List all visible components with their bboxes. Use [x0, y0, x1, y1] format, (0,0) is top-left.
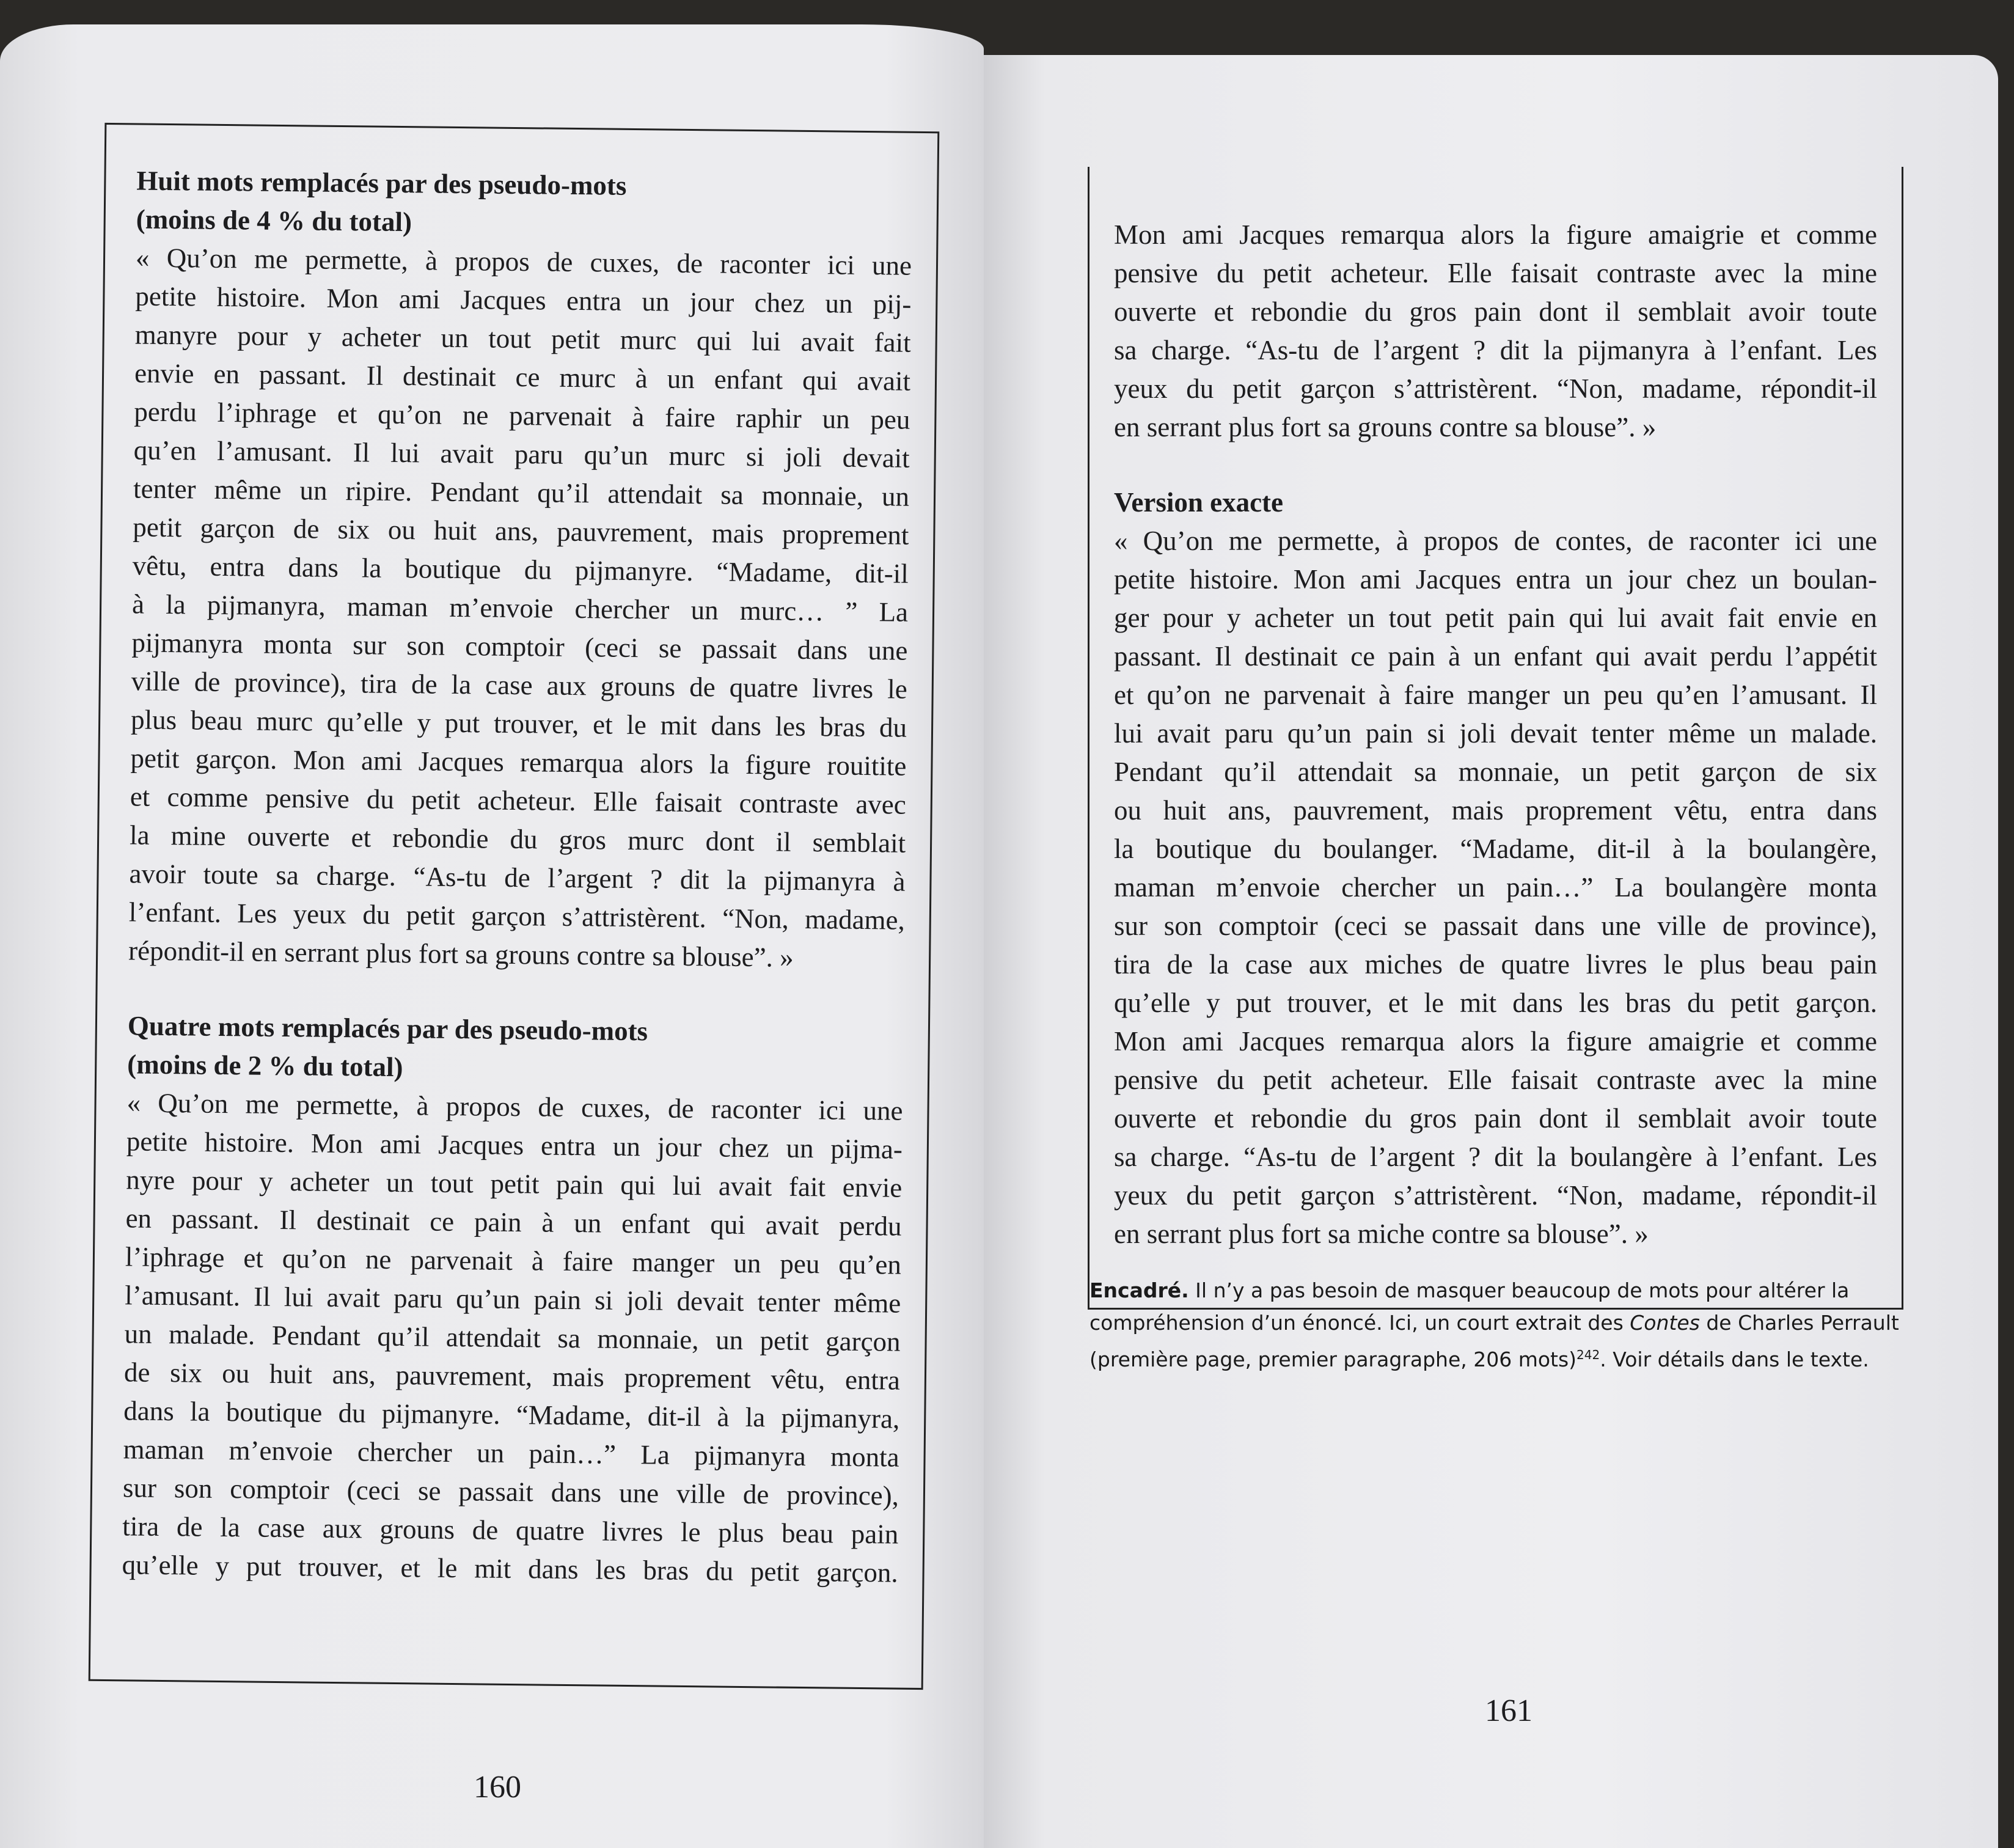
text-line: Mon ami Jacques remarqua alors la figure amaigrie et comme — [1114, 219, 1877, 250]
text-line: l’iphrage et qu’on ne parvenait à faire manger un peu qu’en — [125, 1241, 902, 1280]
text-line: sa charge. “As-tu de l’argent ? dit la boulangère à l’enfant. Les — [1114, 1142, 1877, 1172]
text-line: un malade. Pendant qu’il attendait sa monnaie, un petit garçon — [124, 1318, 901, 1357]
text-line: sur son comptoir (ceci se passait dans une ville de province), — [1114, 911, 1877, 941]
text-line: tenter même un ripire. Pendant qu’il attendait sa monnaie, un — [133, 473, 910, 512]
text-line: dans la boutique du pijmanyre. “Madame, dit-il à la pijmanyra, — [123, 1395, 900, 1434]
left-text-box — [89, 123, 940, 1690]
text-line: en serrant plus fort sa grouns contre sa blouse”. » — [1114, 412, 1657, 442]
text-line: vêtu, entra dans la boutique du pijmanyre. “Madame, dit-il — [132, 550, 909, 589]
text-line: et qu’on ne parvenait à faire manger un peu qu’en l’amusant. Il — [1114, 680, 1877, 710]
text-line: en serrant plus fort sa miche contre sa blouse”. » — [1114, 1219, 1649, 1249]
text-line: de six ou huit ans, pauvrement, mais proprement vêtu, entra — [123, 1357, 901, 1396]
text-line: « Qu’on me permette, à propos de cuxes, de raconter ici une — [135, 242, 912, 281]
caption-label: Encadré. — [1089, 1278, 1189, 1302]
caption-text: . Voir détails dans le texte. — [1600, 1348, 1869, 1371]
text-line: tira de la case aux grouns de quatre livres le plus beau pain — [122, 1511, 899, 1550]
section-heading: Version exacte — [1114, 487, 1284, 518]
figure-caption — [1089, 1274, 1902, 1376]
text-line: en passant. Il destinait ce pain à un enfant qui avait perdu — [125, 1203, 902, 1242]
text-line: yeux du petit garçon s’attristèrent. “Non, madame, répondit-il — [1114, 1180, 1877, 1211]
text-line: tira de la case aux miches de quatre livres le plus beau pain — [1114, 949, 1877, 980]
text-line: la boutique du boulanger. “Madame, dit-il à la boulangère, — [1114, 834, 1877, 864]
text-line: l’amusant. Il lui avait paru qu’un pain si joli devait tenter même — [125, 1280, 901, 1319]
text-line: petite histoire. Mon ami Jacques entra un jour chez un boulan- — [1114, 564, 1877, 595]
text-line: petit garçon. Mon ami Jacques remarqua alors la figure rouitite — [130, 743, 907, 782]
left-page — [0, 24, 984, 1848]
text-line: plus beau murc qu’elle y put trouver, et le mit dans les bras du — [130, 704, 907, 743]
text-line: passant. Il destinait ce pain à un enfant qui avait perdu l’appétit — [1114, 641, 1877, 672]
text-line: pijmanyra monta sur son comptoir (ceci se passait dans une — [131, 627, 908, 666]
section-heading: Huit mots remplacés par des pseudo-mots — [136, 165, 627, 201]
text-line: maman m’envoie chercher un pain…” La pijmanyra monta — [123, 1434, 899, 1473]
caption-text: Il n’y a pas besoin de masquer beaucoup de mots pour altérer la compréhension d’un énoncé. Ici, un court extrait des — [1089, 1278, 1850, 1335]
caption-text: de Charles Perrault (première page, premier paragraphe, 206 mots) — [1089, 1311, 1899, 1371]
text-line: la mine ouverte et rebondie du gros murc dont il semblait — [129, 820, 906, 859]
text-line: Mon ami Jacques remarqua alors la figure amaigrie et comme — [1114, 1026, 1877, 1057]
text-line: ville de province), tira de la case aux grouns de quatre livres le — [131, 666, 908, 705]
footnote-ref: 242 — [1576, 1348, 1600, 1362]
text-line: nyre pour y acheter un tout petit pain qui lui avait fait envie — [126, 1164, 903, 1203]
text-line: petite histoire. Mon ami Jacques entra un jour chez un pijma- — [126, 1126, 903, 1165]
caption-book-title: Contes — [1630, 1311, 1700, 1335]
text-line: lui avait paru qu’un pain si joli devait tenter même un malade. — [1114, 718, 1877, 749]
section-heading: (moins de 2 % du total) — [126, 1049, 403, 1083]
text-line: ouverte et rebondie du gros pain dont il semblait avoir toute — [1114, 296, 1877, 327]
text-line: petit garçon de six ou huit ans, pauvrement, mais proprement — [133, 512, 909, 551]
text-line: répondit-il en serrant plus fort sa grouns contre sa blouse”. » — [128, 935, 794, 973]
text-line: sa charge. “As-tu de l’argent ? dit la pijmanyra à l’enfant. Les — [1114, 335, 1877, 365]
text-line: maman m’envoie chercher un pain…” La boulangère monta — [1114, 872, 1877, 903]
text-line: « Qu’on me permette, à propos de cuxes, de raconter ici une — [126, 1087, 903, 1126]
text-line: qu’elle y put trouver, et le mit dans les bras du petit garçon. — [122, 1549, 898, 1588]
text-line: qu’elle y put trouver, et le mit dans les bras du petit garçon. — [1114, 988, 1877, 1018]
right-page — [984, 55, 1998, 1848]
text-line: ou huit ans, pauvrement, mais proprement vêtu, entra dans — [1114, 795, 1877, 826]
text-line: avoir toute sa charge. “As-tu de l’argent ? dit la pijmanyra à — [129, 858, 906, 897]
text-line: l’enfant. Les yeux du petit garçon s’attristèrent. “Non, madame, — [128, 897, 906, 936]
section-heading: (moins de 4 % du total) — [136, 204, 412, 238]
text-line: pensive du petit acheteur. Elle faisait contraste avec la mine — [1114, 1065, 1877, 1095]
text-line: et comme pensive du petit acheteur. Elle faisait contraste avec — [130, 781, 907, 820]
text-line: qu’en l’amusant. Il lui avait paru qu’un murc si joli devait — [133, 435, 910, 474]
text-line: sur son comptoir (ceci se passait dans une ville de province), — [122, 1472, 899, 1511]
right-text-box — [1088, 167, 1903, 1310]
text-line: à la pijmanyra, maman m’envoie chercher un murc… ” La — [131, 588, 909, 628]
text-line: petite histoire. Mon ami Jacques entra un jour chez un pij- — [135, 280, 912, 320]
text-line: perdu l’iphrage et qu’on ne parvenait à faire raphir un peu — [134, 396, 910, 435]
section-heading: Quatre mots remplacés par des pseudo-mots — [127, 1010, 648, 1047]
text-line: ger pour y acheter un tout petit pain qui lui avait fait envie en — [1114, 603, 1877, 633]
text-line: manyre pour y acheter un tout petit murc qui lui avait fait — [134, 319, 911, 358]
text-line: ouverte et rebondie du gros pain dont il semblait avoir toute — [1114, 1103, 1877, 1134]
text-line: yeux du petit garçon s’attristèrent. “Non, madame, répondit-il — [1114, 373, 1877, 404]
text-line: pensive du petit acheteur. Elle faisait contraste avec la mine — [1114, 258, 1877, 288]
text-line: « Qu’on me permette, à propos de contes, de raconter ici une — [1114, 526, 1877, 556]
text-line: Pendant qu’il attendait sa monnaie, un petit garçon de six — [1114, 757, 1877, 787]
page-number-right: 161 — [1485, 1693, 1532, 1728]
text-line: envie en passant. Il destinait ce murc à un enfant qui avait — [134, 358, 911, 397]
page-number-left: 160 — [474, 1770, 521, 1805]
